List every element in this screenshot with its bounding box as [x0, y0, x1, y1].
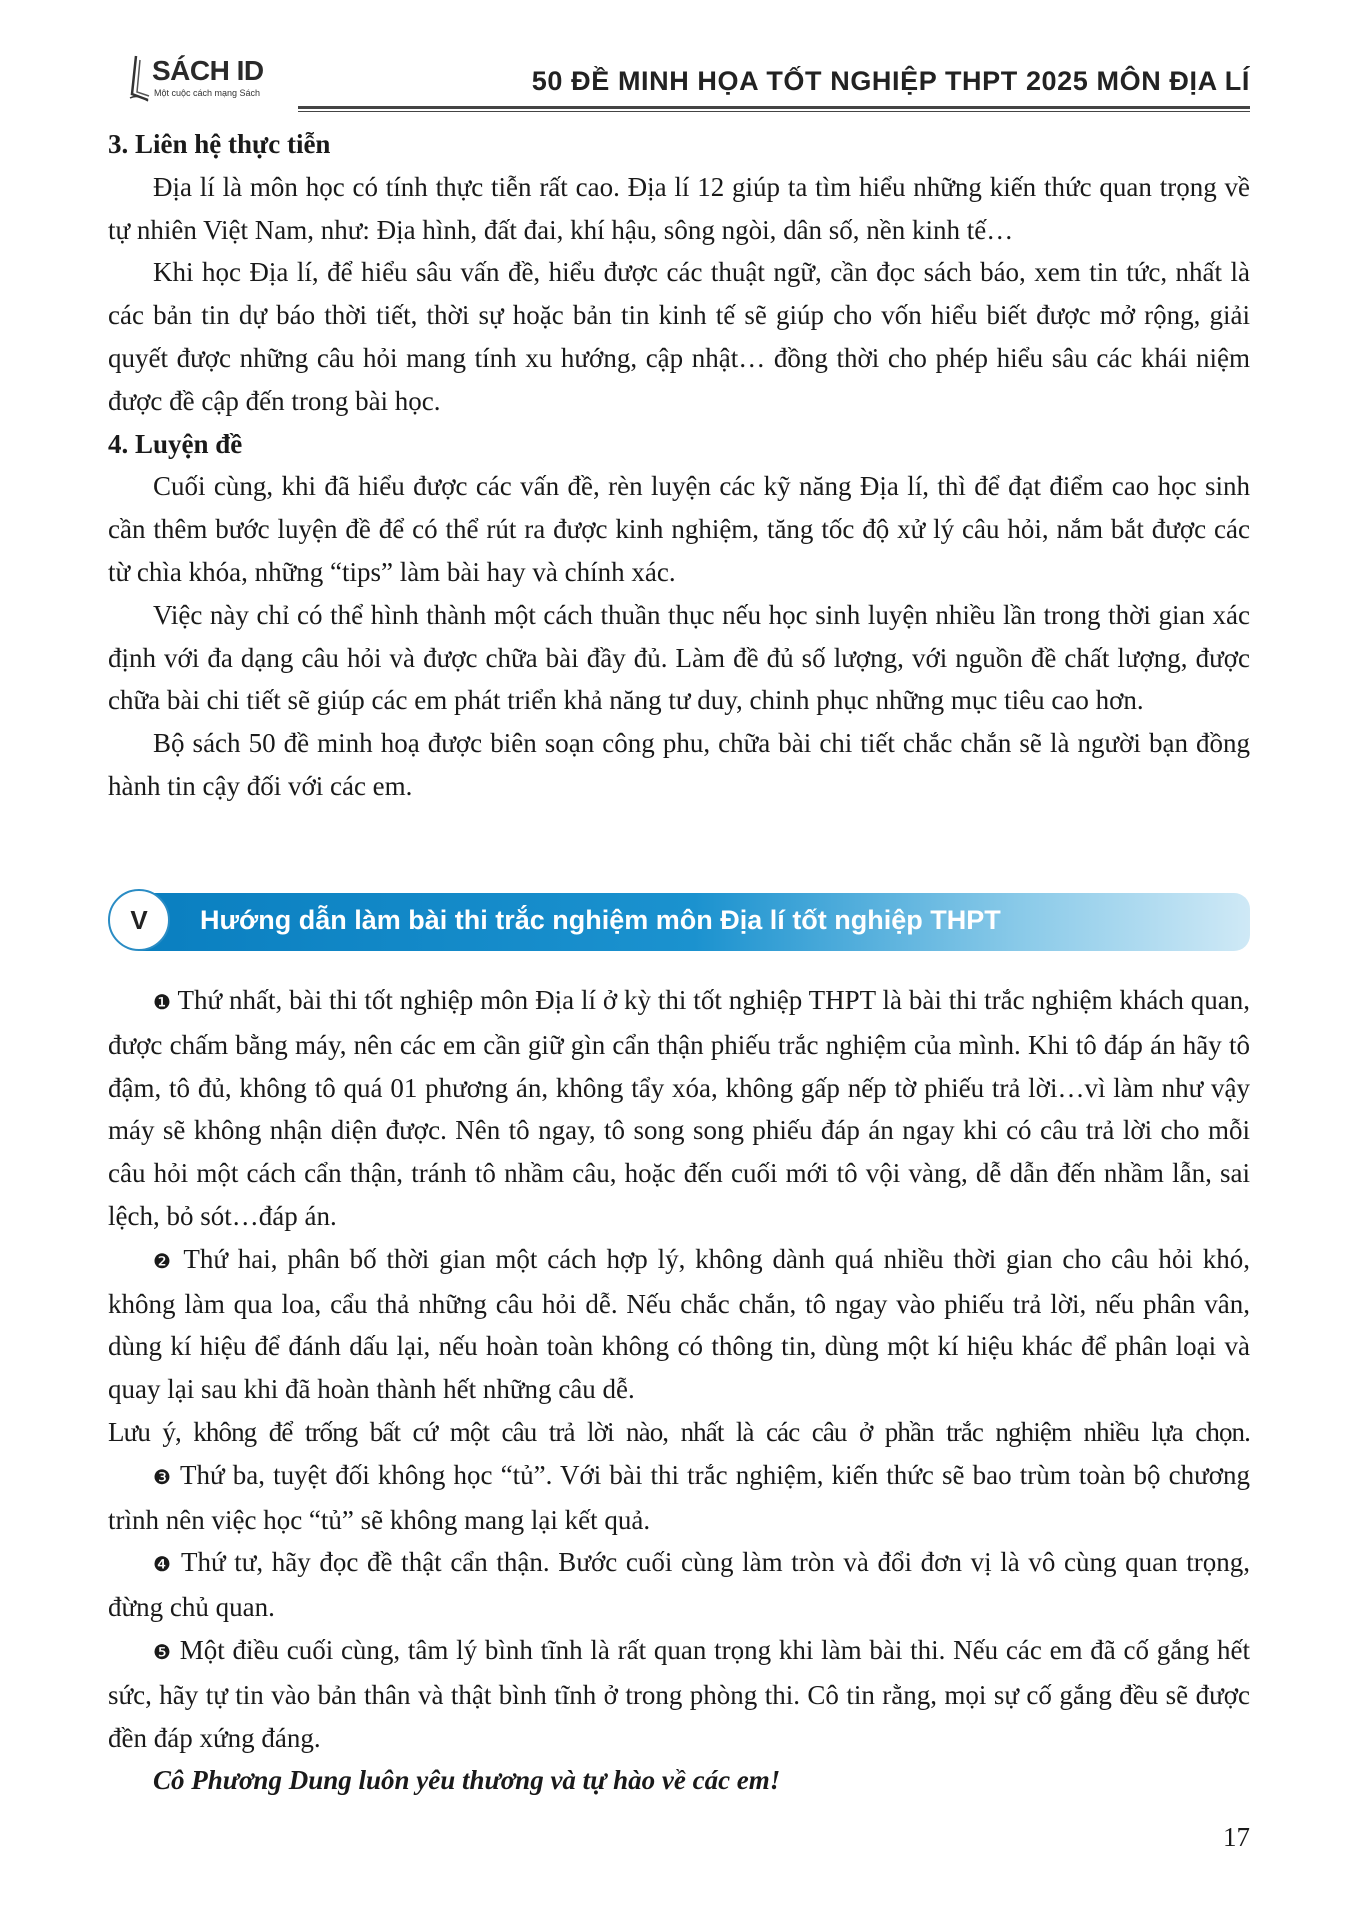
number-2-icon: ❷	[153, 1248, 175, 1273]
tip-item	[108, 1454, 1250, 1542]
number-3-icon: ❸	[153, 1464, 173, 1489]
paragraph: Cuối cùng, khi đã hiểu được các vấn đề, rèn luyện các kỹ năng Địa lí, thì để đạt điểm cao học sinh cần thêm bước luyện đề để có thể rút ra được kinh nghiệm, tăng tốc độ xử lý câu hỏi, nắm bắt được các từ chìa khóa, những “tips” làm bài hay và chính xác.	[108, 471, 1250, 587]
number-4-icon: ❹	[153, 1552, 173, 1577]
tip-text: Thứ tư, hãy đọc đề thật cẩn thận. Bước cuối cùng làm tròn và đổi đơn vị là vô cùng quan trọng, đừng chủ quan.	[108, 1547, 1251, 1623]
section-heading: 3. Liên hệ thực tiễn	[108, 129, 331, 159]
section-banner	[108, 893, 1250, 951]
header-rule	[298, 106, 1250, 109]
book-logo-icon	[128, 54, 150, 102]
note: Lưu ý, không để trống bất cứ một câu trả lời nào, nhất là các câu ở phần trắc nghiệm nhiều lựa chọn.	[108, 1416, 1250, 1447]
logo-tagline: Một cuộc cách mạng Sách	[154, 88, 261, 98]
number-1-icon: ❶	[153, 990, 172, 1014]
sections-3-4	[108, 123, 1250, 808]
header-rule-thin	[298, 111, 1250, 112]
tip-text: Thứ nhất, bài thi tốt nghiệp môn Địa lí ở kỳ thi tốt nghiệp THPT là bài thi trắc nghiệm khách quan, được chấm bằng máy, nên các em cần giữ gìn cẩn thận phiếu trắc nghiệm của mình. Khi tô đáp án hãy tô đậm, tô đủ, không tô quá 01 phương án, không tẩy xóa, không gấp nếp tờ phiếu trả lời…vì làm như vậy máy sẽ không nhận diện được. Nên tô ngay, tô song song phiếu đáp án ngay khi có câu trả lời cho mỗi câu hỏi một cách cẩn thận, tránh tô nhầm câu, hoặc đến cuối mới tô vội vàng, dễ dẫn đến nhầm lẫn, sai lệch, bỏ sót…đáp án.	[108, 985, 1250, 1231]
number-5-icon: ❺	[153, 1639, 172, 1664]
section-heading: 4. Luyện đề	[108, 428, 243, 459]
closing-line: Cô Phương Dung luôn yêu thương và tự hào về các em!	[153, 1765, 781, 1796]
book-title: 50 ĐỀ MINH HỌA TỐT NGHIỆP THPT 2025 MÔN ĐỊA LÍ	[531, 66, 1250, 96]
tips-list	[108, 979, 1250, 1802]
paragraph: Khi học Địa lí, để hiểu sâu vấn đề, hiểu được các thuật ngữ, cần đọc sách báo, xem tin tức, nhất là các bản tin dự báo thời tiết, thời sự hoặc bản tin kinh tế sẽ giúp cho vốn hiểu biết được mở rộng, giải quyết được những câu hỏi mang tính xu hướng, cập nhật… đồng thời cho phép hiểu sâu các khái niệm được đề cập đến trong bài học.	[108, 257, 1250, 416]
banner-title: Hướng dẫn làm bài thi trắc nghiệm môn Địa lí tốt nghiệp THPT	[200, 905, 1001, 935]
tip-item	[108, 1238, 1250, 1411]
paragraph: Việc này chỉ có thể hình thành một cách thuần thục nếu học sinh luyện nhiều lần trong thời gian xác định với đa dạng câu hỏi và được chữa bài đầy đủ. Làm đề đủ số lượng, với nguồn đề chất lượng, được chữa bài chi tiết sẽ giúp các em phát triển khả năng tư duy, chinh phục những mục tiêu cao hơn.	[108, 599, 1250, 716]
publisher-logo	[128, 52, 288, 108]
tip-item	[108, 1541, 1250, 1629]
tip-text: Thứ hai, phân bố thời gian một cách hợp lý, không dành quá nhiều thời gian cho câu hỏi khó, không làm qua loa, cẩu thả những câu hỏi dễ. Nếu chắc chắn, tô ngay vào phiếu trả lời, nếu phân vân, dùng kí hiệu để đánh dấu lại, nếu hoàn toàn không có thông tin, dùng một kí hiệu khác để phân loại và quay lại sau khi đã hoàn thành hết những câu dễ.	[108, 1243, 1250, 1405]
tip-item	[108, 979, 1250, 1238]
page-number: 17	[1223, 1822, 1250, 1852]
tip-item	[108, 1629, 1250, 1759]
logo-text: SÁCH ID	[152, 55, 264, 86]
tip-text: Một điều cuối cùng, tâm lý bình tĩnh là rất quan trọng khi làm bài thi. Nếu các em đã cố gắng hết sức, hãy tự tin vào bản thân và thật bình tĩnh ở trong phòng thi. Cô tin rằng, mọi sự cố gắng đều sẽ được đền đáp xứng đáng.	[108, 1634, 1251, 1753]
section-numeral: V	[108, 889, 170, 951]
paragraph: Địa lí là môn học có tính thực tiễn rất cao. Địa lí 12 giúp ta tìm hiểu những kiến thức quan trọng về tự nhiên Việt Nam, như: Địa hình, đất đai, khí hậu, sông ngòi, dân số, nền kinh tế…	[108, 171, 1250, 245]
tip-text: Thứ ba, tuyệt đối không học “tủ”. Với bài thi trắc nghiệm, kiến thức sẽ bao trùm toàn bộ chương trình nên việc học “tủ” sẽ không mang lại kết quả.	[108, 1459, 1251, 1535]
paragraph: Bộ sách 50 đề minh hoạ được biên soạn công phu, chữa bài chi tiết chắc chắn sẽ là người bạn đồng hành tin cậy đối với các em.	[108, 728, 1250, 801]
